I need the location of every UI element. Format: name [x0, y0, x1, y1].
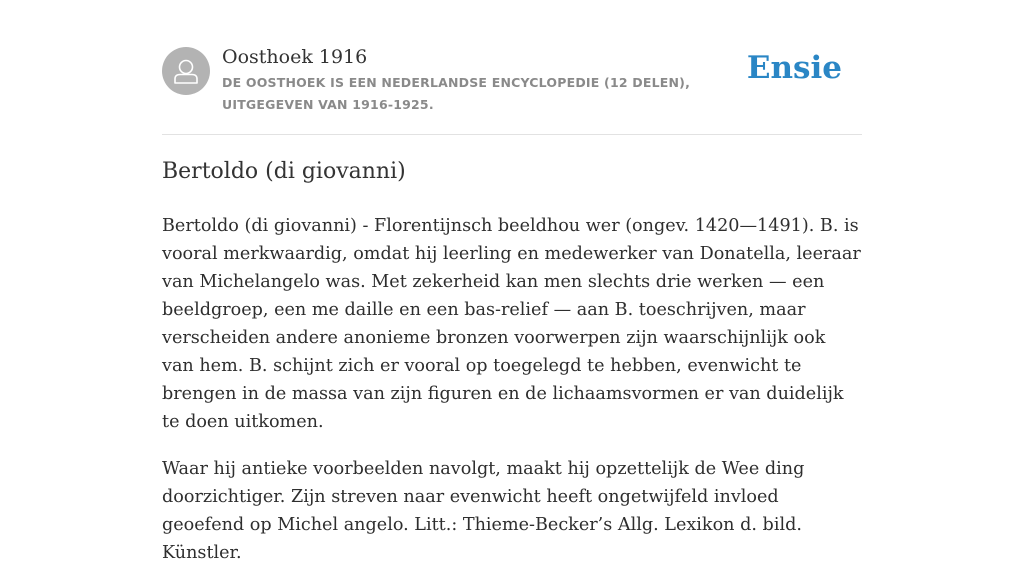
source-description: DE OOSTHOEK IS EEN NEDERLANDSE ENCYCLOPEDIE (12 DELEN), UITGEGEVEN VAN 1916-1925.: [222, 75, 691, 112]
article-paragraph: Waar hij antieke voorbeelden navolgt, maakt hij opzettelijk de Wee ding doorzichtiger. Zijn streven naar evenwicht heeft ongetwijfeld invloed geoefend op Michel angelo. Litt.: Thieme-Becker’s Allg. Lexikon d. bild. Künstler.: [162, 459, 805, 563]
source-header: [162, 0, 862, 135]
user-icon[interactable]: [162, 47, 210, 95]
source-title[interactable]: Oosthoek 1916: [222, 46, 368, 68]
article-title: Bertoldo (di giovanni): [162, 159, 406, 184]
page-container: [162, 0, 862, 563]
ensie-logo[interactable]: Ensie: [746, 50, 842, 86]
article-paragraph: Bertoldo (di giovanni) - Florentijnsch beeldhou wer (ongev. 1420—1491). B. is vooral merkwaardig, omdat hij leerling en medewerker van Donatella, leeraar van Michelangelo was. Met zekerheid kan men slechts drie werken — een beeldgroep, een me daille en een bas-relief — aan B. toeschrijven, maar verscheiden andere anonieme bronzen voorwerpen zijn waarschijnlijk ook van hem. B. schijnt zich er vooral op toegelegd te hebben, evenwicht te brengen in de massa van zijn figuren en de lichaamsvormen er van duidelijk te doen uitkomen.: [162, 216, 861, 432]
article-body: [162, 212, 862, 586]
user-icon-graphic: [162, 47, 210, 95]
